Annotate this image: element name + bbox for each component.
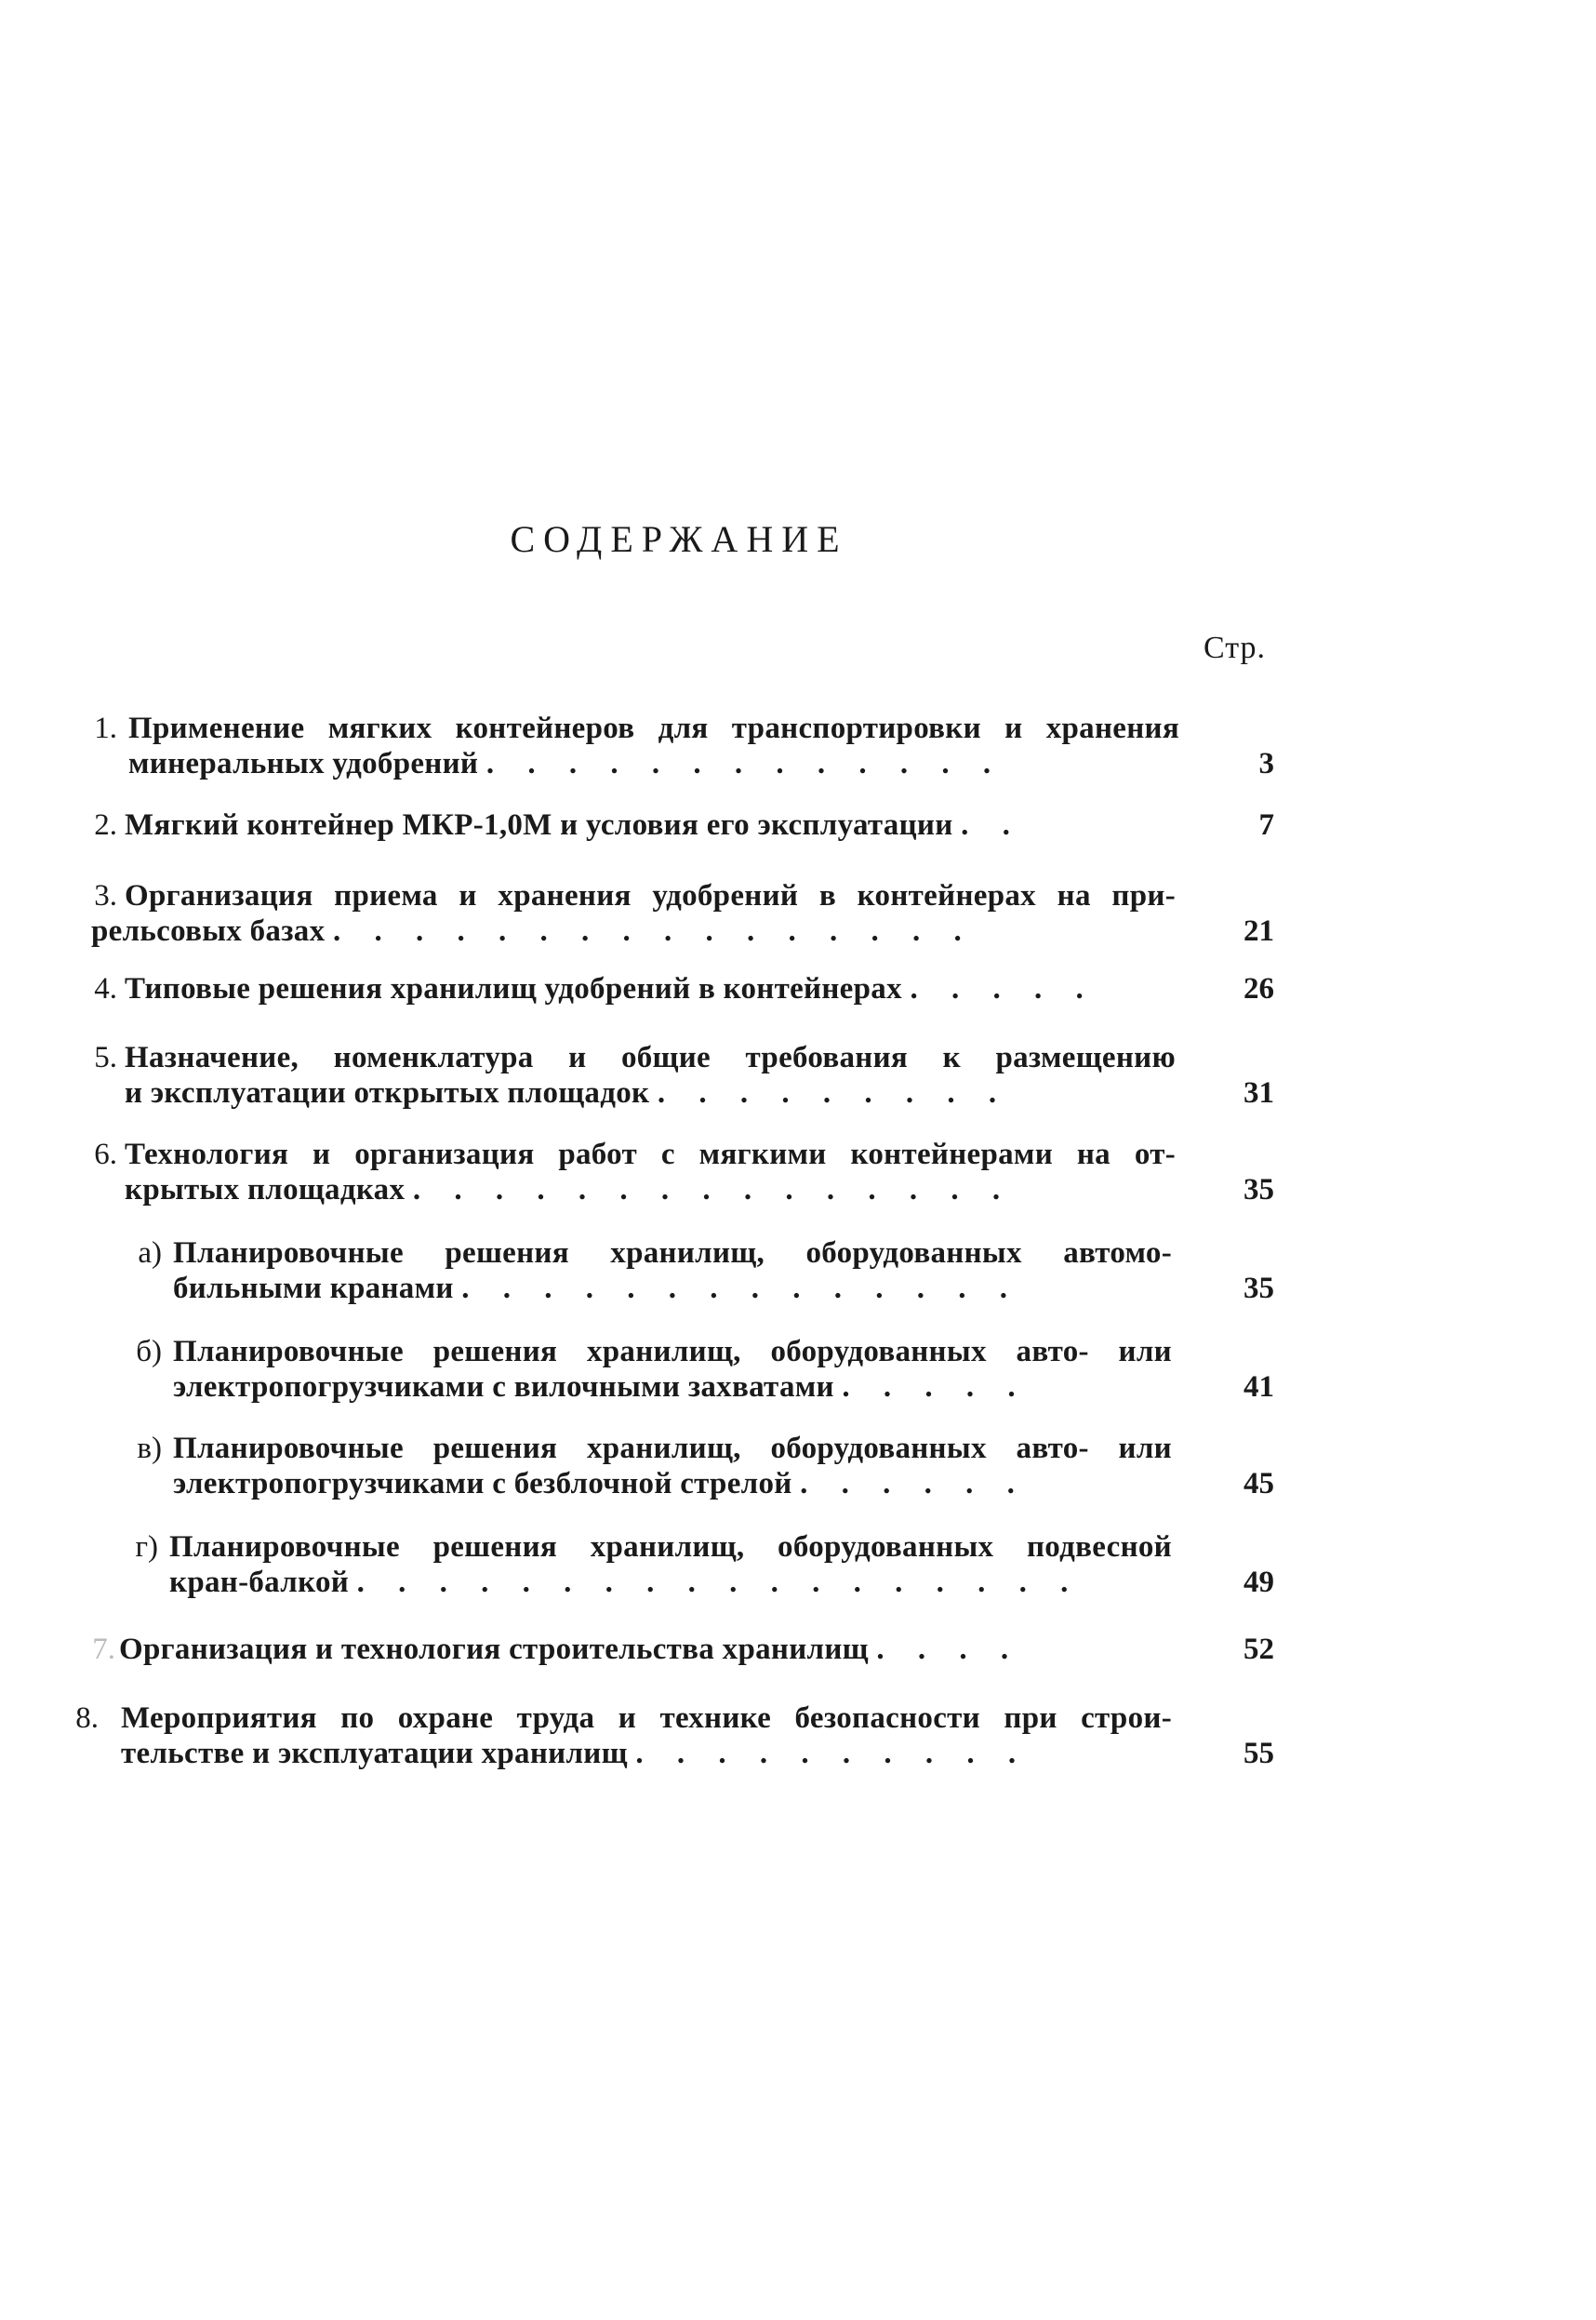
toc-entry-line1: Планировочные решения хранилищ, оборудованных автомо- — [173, 1236, 1172, 1270]
toc-entry-number: 4. — [94, 972, 117, 1006]
toc-entry-line2: бильными кранами — [173, 1272, 454, 1305]
toc-entry-page: 31 — [1244, 1076, 1274, 1110]
leader-dots: . . . . . . . . . . . . . . — [461, 1272, 1020, 1305]
toc-entry-line2: и эксплуатации открытых площадок — [125, 1076, 650, 1110]
toc-entry-text — [125, 807, 1176, 843]
toc-entry-page: 35 — [1244, 1173, 1274, 1207]
toc-entry-line1: Планировочные решения хранилищ, оборудованных подвесной — [169, 1530, 1172, 1564]
toc-entry-line1: Применение мягких контейнеров для транспортировки и хранения — [128, 712, 1179, 745]
toc-entry-number: 3. — [94, 879, 117, 913]
leader-dots: . . . . . . — [800, 1467, 1028, 1500]
toc-entry-page: 45 — [1244, 1467, 1274, 1500]
toc-entry-number: а) — [138, 1236, 162, 1270]
toc-entry-line1: Технология и организация работ с мягкими контейнерами на от- — [125, 1138, 1176, 1171]
toc-entry-text — [125, 1137, 1176, 1207]
toc-entry-number: в) — [137, 1432, 162, 1465]
toc-entry-line2: тельстве и эксплуатации хранилищ — [121, 1737, 628, 1770]
toc-entry-line1: Назначение, номенклатура и общие требования к размещению — [125, 1041, 1176, 1074]
leader-dots: . . . . . — [910, 972, 1097, 1006]
toc-entry-line1: Планировочные решения хранилищ, оборудованных авто- или — [173, 1432, 1172, 1465]
toc-entry-text — [125, 971, 1176, 1007]
leader-dots: . . . . . . . . . . . . . . . . . . — [356, 1566, 1082, 1599]
toc-entry-text — [125, 1040, 1176, 1111]
toc-entry-line1: Организация и технология строительства хранилищ — [119, 1633, 869, 1666]
toc-entry-text — [91, 878, 1176, 949]
toc-entry-number: 8. — [75, 1701, 99, 1735]
leader-dots: . . . . — [876, 1633, 1022, 1666]
leader-dots: . . . . . . . . . . . . . . . . — [332, 914, 975, 948]
leader-dots: . . . . . . . . . . — [635, 1737, 1030, 1770]
toc-entry-text — [173, 1431, 1172, 1501]
toc-entry-page: 35 — [1244, 1272, 1274, 1305]
toc-entry-number: б) — [136, 1335, 162, 1368]
leader-dots: . . — [961, 808, 1023, 842]
toc-entry-line2: электропогрузчиками с вилочными захватами — [173, 1370, 834, 1404]
toc-entry-line2: минеральных удобрений — [128, 747, 479, 780]
toc-entry-number: 6. — [94, 1138, 117, 1171]
leader-dots: . . . . . . . . . . . . . — [485, 747, 1004, 780]
toc-entry-page: 26 — [1244, 972, 1274, 1006]
toc-entry-text — [173, 1334, 1172, 1405]
toc-entry-text — [173, 1235, 1172, 1306]
page-column-label: Стр. — [1204, 631, 1267, 665]
toc-entry-page: 49 — [1244, 1566, 1274, 1599]
toc-entry-line1: Мягкий контейнер МКР-1,0М и условия его эксплуатации — [125, 808, 953, 842]
toc-entry-page: 55 — [1244, 1737, 1274, 1770]
toc-entry-number: 2. — [94, 808, 117, 842]
toc-entry-number: г) — [135, 1530, 158, 1564]
page-title: СОДЕРЖАНИЕ — [510, 518, 848, 560]
toc-entry-page: 52 — [1244, 1633, 1274, 1666]
toc-entry-line2: рельсовых базах — [91, 914, 326, 948]
toc-entry-number: 7. — [92, 1633, 115, 1666]
toc-entry-text — [119, 1632, 1170, 1667]
toc-entry-page: 7 — [1258, 808, 1274, 842]
leader-dots: . . . . . . . . . — [657, 1076, 1010, 1110]
toc-entry-number: 5. — [94, 1041, 117, 1074]
toc-entry-page: 3 — [1258, 747, 1274, 780]
toc-entry-text — [169, 1529, 1172, 1600]
toc-entry-page: 41 — [1244, 1370, 1274, 1404]
toc-entry-text — [128, 711, 1179, 781]
toc-entry-line1: Планировочные решения хранилищ, оборудованных авто- или — [173, 1335, 1172, 1368]
leader-dots: . . . . . — [842, 1370, 1029, 1404]
toc-entry-line1: Типовые решения хранилищ удобрений в контейнерах — [125, 972, 902, 1006]
toc-entry-line2: кран-балкой — [169, 1566, 350, 1599]
toc-entry-text — [121, 1700, 1172, 1771]
toc-entry-page: 21 — [1244, 914, 1274, 948]
toc-entry-line2: крытых площадках — [125, 1173, 406, 1207]
toc-entry-line1: Организация приема и хранения удобрений в контейнерах на при- — [125, 879, 1176, 913]
toc-entry-number: 1. — [94, 712, 117, 745]
toc-entry-line2: электропогрузчиками с безблочной стрелой — [173, 1467, 792, 1500]
leader-dots: . . . . . . . . . . . . . . . — [412, 1173, 1014, 1207]
toc-entry-line1: Мероприятия по охране труда и технике безопасности при строи- — [121, 1701, 1172, 1735]
